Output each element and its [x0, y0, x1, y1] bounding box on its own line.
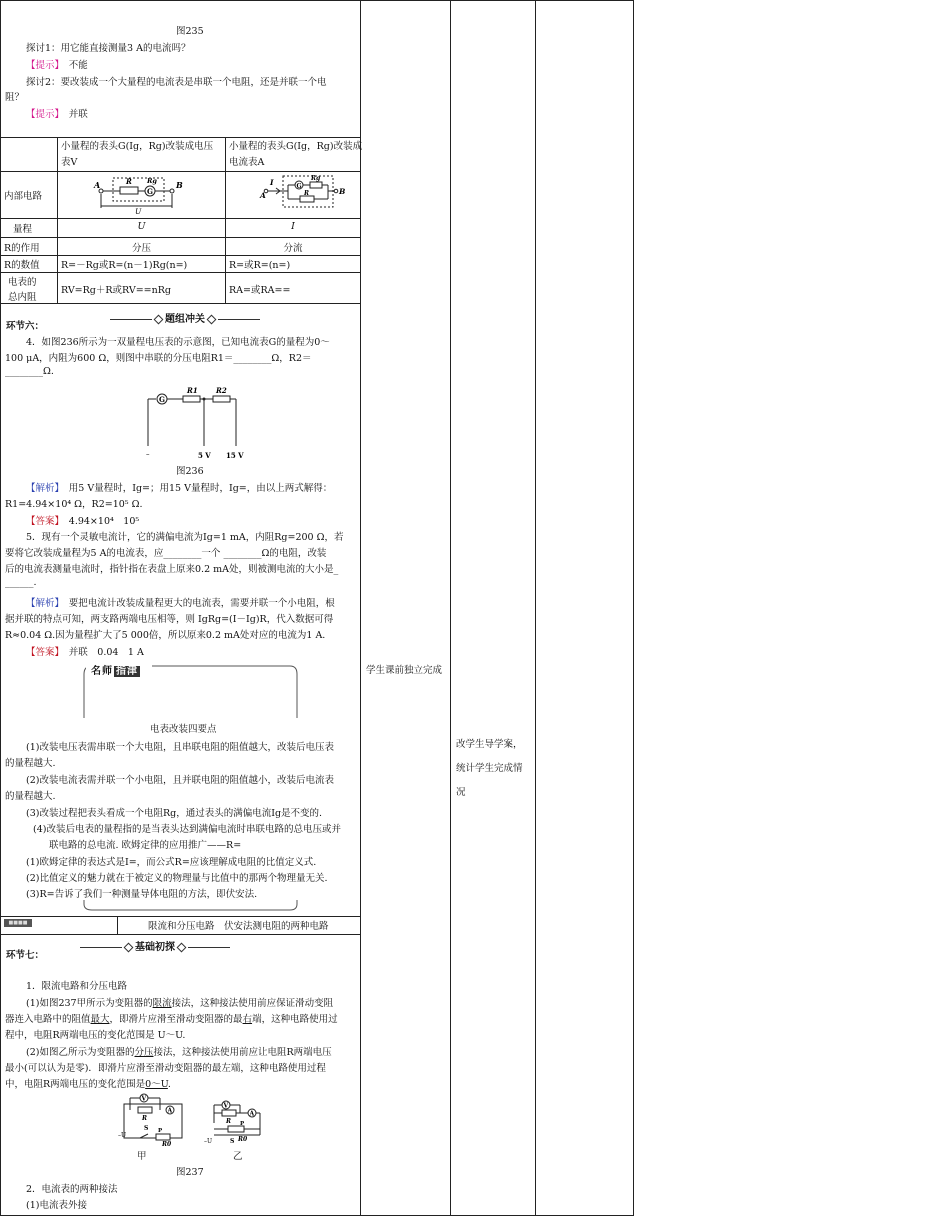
text: 接法，这种接法使用前应保证滑动变阻 — [171, 998, 334, 1009]
text: 端，这种电路使用过 — [252, 1014, 338, 1025]
section-title: 限流和分压电路 伏安法测电阻的两种电路 — [148, 921, 329, 932]
section-bar-basics — [80, 938, 230, 953]
row-label-role: R的作用 — [4, 243, 40, 254]
ohm-point-2: (2)比值定义的魅力就在于被定义的物理量与比值中的那两个物理量无关. — [26, 873, 328, 884]
column-divider — [450, 0, 451, 1216]
point-2-cont: 的量程越大. — [5, 791, 56, 802]
svg-text:–U: –U — [204, 1138, 213, 1145]
student-activity-note: 学生课前独立完成 — [366, 665, 443, 676]
ohm-point-3: (3)R=告诉了我们一种测量导体电阻的方法，即伏安法. — [26, 889, 258, 900]
teacher-activity-note-cont: 统计学生完成情 — [456, 763, 523, 774]
text: (1)如图237甲所示为变阻器的 — [26, 998, 153, 1009]
text: 接法，这种接法使用前应让电阻R两端电压 — [153, 1047, 332, 1058]
column-divider — [360, 0, 361, 1216]
analysis-5-cont: R≈0.04 Ω.因为量程扩大了5 000倍，所以原来0.2 mA处对应的电流为1 A. — [5, 630, 326, 641]
heading-2-1: (1)电流表外接 — [26, 1200, 87, 1211]
question-5-cont: ______. — [5, 577, 37, 588]
header-ammeter-cont: 电流表A — [229, 157, 265, 168]
answer-text: 4.94×10⁴ 10⁵ — [68, 516, 140, 527]
tip-label: 【提示】 — [26, 60, 60, 71]
svg-text:R2: R2 — [216, 386, 227, 395]
point-1: (1)改装电压表需串联一个大电阻，且串联电阻的阻值越大，改装后电压表 — [26, 742, 334, 753]
heading-1: 1．限流电路和分压电路 — [26, 981, 128, 992]
svg-text:R1: R1 — [187, 386, 198, 395]
teacher-badge — [91, 662, 140, 677]
underlined-text: 0～U — [145, 1079, 168, 1090]
analysis-label: 【解析】 — [26, 483, 60, 494]
label-5v: 5 V — [198, 451, 211, 460]
ohm-point-1: (1)欧姆定律的表达式是I=，而公式R=应该理解成电阻的比值定义式. — [26, 857, 317, 868]
analysis-4-cont: R1=4.94×10⁴ Ω，R2=10⁵ Ω. — [5, 499, 143, 510]
main-content — [0, 0, 363, 1216]
svg-text:G: G — [147, 187, 153, 196]
answer-text: 并联 — [68, 109, 88, 120]
text: (2)如图乙所示为变阻器的 — [26, 1047, 135, 1058]
label-15v: 15 V — [226, 451, 244, 460]
underlined-text: 限流 — [152, 998, 172, 1009]
para-2-cont: 最小(可以认为是零)．即滑片应滑至滑动变阻器的最左端，这种电路使用过程 — [5, 1063, 326, 1074]
svg-text:I: I — [270, 178, 274, 187]
value-voltmeter: R=－Rg或R=(n－1)Rg(n=) — [61, 260, 188, 271]
answer-4 — [26, 513, 139, 527]
row-label-total: 电表的 — [8, 277, 37, 288]
header-ammeter: 小量程的表头G(Ig，Rg)改装成 — [229, 141, 363, 152]
text: . — [167, 1079, 171, 1090]
analysis-label: 【解析】 — [26, 598, 60, 609]
caption-yi: 乙 — [233, 1151, 243, 1162]
svg-text:S: S — [230, 1138, 235, 1145]
svg-text:G: G — [159, 395, 165, 404]
row-label-value: R的数值 — [4, 260, 40, 271]
step-label: 环节六： — [6, 321, 45, 332]
svg-text:V: V — [141, 1095, 147, 1103]
question-4-cont: ________Ω. — [5, 366, 54, 377]
svg-text:G: G — [296, 183, 302, 190]
svg-text:R: R — [304, 190, 309, 197]
total-voltmeter: RV=Rg＋R或RV==nRg — [61, 285, 171, 296]
section-mark: ■■■■ — [4, 919, 32, 927]
answer-5 — [26, 644, 144, 658]
answer-label: 【答案】 — [26, 647, 60, 658]
text: 器连入电路中的阻值 — [5, 1014, 91, 1025]
ammeter-circuit-diagram — [258, 172, 348, 216]
current-limiting-circuit-diagram — [118, 1092, 186, 1146]
value-ammeter: R=或R=(n=) — [229, 260, 291, 271]
answer-2 — [26, 106, 88, 120]
text: ，即滑片应滑至滑动变阻器的最 — [109, 1014, 243, 1025]
row-label-total-cont: 总内阻 — [8, 292, 37, 303]
figure-caption: 图236 — [176, 466, 204, 477]
svg-text:V: V — [223, 1102, 229, 1110]
question-2: 探讨2：要改装成一个大量程的电流表是串联一个电阻，还是并联一个电 — [26, 77, 327, 88]
teacher-box-bottom — [80, 898, 300, 914]
svg-text:A: A — [94, 180, 101, 190]
svg-text:U: U — [135, 207, 142, 216]
para-1 — [26, 995, 333, 1009]
question-4: 4．如图236所示为一双量程电压表的示意图，已知电流表G的量程为0～ — [26, 337, 330, 348]
figure-caption: 图235 — [176, 26, 204, 37]
dual-range-voltmeter-diagram — [140, 382, 250, 462]
column-divider — [535, 0, 536, 1216]
analysis-text: 要把电流计改装成量程更大的电流表，需要并联一个小电阻，根 — [68, 598, 335, 609]
svg-text:–: – — [146, 450, 150, 458]
role-voltmeter: 分压 — [131, 243, 151, 254]
svg-text:A: A — [249, 1110, 255, 1118]
teacher-activity-note-cont: 况 — [456, 787, 466, 798]
analysis-text: 用5 V量程时，Ig=；用15 V量程时，Ig=，由以上两式解得： — [68, 483, 333, 494]
question-2-cont: 阻？ — [5, 92, 25, 103]
question-5: 5．现有一个灵敏电流计，它的满偏电流为Ig=1 mA，内阻Rg=200 Ω，若 — [26, 532, 344, 543]
svg-text:B: B — [339, 187, 346, 196]
section-bar-title: 基础初探 — [135, 942, 175, 953]
svg-text:R: R — [126, 177, 132, 186]
underlined-text: 右 — [242, 1014, 253, 1025]
header-voltmeter: 小量程的表头G(Ig，Rg)改装成电压 — [61, 141, 214, 152]
svg-text:B: B — [176, 180, 183, 190]
point-4-cont: 联电路的总电流. 欧姆定律的应用推广——R= — [49, 840, 242, 851]
para-1-cont — [5, 1011, 338, 1025]
heading-2: 2．电流表的两种接法 — [26, 1184, 118, 1195]
para-1-cont: 程中，电阻R两端电压的变化范围是 U～U. — [5, 1030, 186, 1041]
underlined-text: 分压 — [134, 1047, 154, 1058]
question-1: 探讨1：用它能直接测量3 A的电流吗？ — [26, 43, 191, 54]
svg-text:R0: R0 — [162, 1141, 172, 1146]
range-ammeter: I — [291, 221, 295, 232]
para-2-cont — [5, 1076, 171, 1090]
tip-label: 【提示】 — [26, 109, 60, 120]
point-4: (4)改装后电表的量程指的是当表头达到满偏电流时串联电路的总电压或并 — [33, 824, 341, 835]
badge-text: 名师 — [91, 666, 113, 677]
point-3: (3)改装过程把表头看成一个电阻Rg，通过表头的满偏电流Ig是不变的. — [26, 808, 323, 819]
svg-text:Rg: Rg — [311, 175, 321, 182]
text: 中，电阻R两端电压的变化范围是 — [5, 1079, 146, 1090]
header-voltmeter-cont: 表V — [61, 157, 78, 168]
question-5-cont: 后的电流表测量电流时，指针指在表盘上原来0.2 mA处，则被测电流的大小是_ — [5, 564, 339, 575]
voltage-divider-circuit-diagram — [200, 1099, 270, 1147]
analysis-5-cont: 据并联的特点可知，两支路两端电压相等，则 IgRg=(I－Ig)R，代入数据可得 — [5, 614, 334, 625]
svg-text:P: P — [158, 1128, 163, 1134]
underlined-text: 最大 — [90, 1014, 110, 1025]
point-2: (2)改装电流表需并联一个小电阻，且并联电阻的阻值越小，改装后电流表 — [26, 775, 334, 786]
svg-text:S: S — [144, 1125, 149, 1132]
badge-highlight: 指津 — [116, 666, 138, 677]
analysis-4 — [26, 480, 332, 494]
role-ammeter: 分流 — [283, 243, 303, 254]
row-label-range: 量程 — [13, 224, 33, 235]
svg-text:P: P — [240, 1121, 245, 1127]
analysis-5 — [26, 595, 335, 609]
question-5-cont: 要将它改装成量程为5 A的电流表，应________一个 ________Ω的电阻，改装 — [5, 548, 327, 559]
row-label-circuit: 内部电路 — [4, 191, 43, 202]
question-4-cont: 100 μA，内阻为600 Ω，则图中串联的分压电阻R1＝________Ω，R2＝ — [5, 353, 312, 364]
svg-text:R: R — [142, 1115, 147, 1122]
section-bar-title: 题组冲关 — [165, 314, 205, 325]
para-2 — [26, 1044, 332, 1058]
answer-text: 并联 0.04 1 A — [68, 647, 144, 658]
svg-text:A: A — [260, 191, 266, 200]
answer-1 — [26, 57, 88, 71]
answer-label: 【答案】 — [26, 516, 60, 527]
range-voltmeter: U — [137, 221, 146, 232]
svg-text:A: A — [167, 1107, 173, 1115]
answer-text: 不能 — [68, 60, 88, 71]
total-ammeter: RA=或RA== — [229, 285, 291, 296]
caption-jia: 甲 — [137, 1151, 147, 1162]
svg-text:Rg: Rg — [147, 177, 157, 185]
voltmeter-circuit-diagram — [90, 172, 200, 216]
section-bar-practice — [110, 310, 260, 325]
svg-text:–U: –U — [118, 1132, 127, 1139]
teacher-box-title: 电表改装四要点 — [150, 724, 217, 735]
step-label: 环节七： — [6, 950, 45, 961]
svg-text:R: R — [226, 1118, 231, 1125]
svg-text:R0: R0 — [238, 1136, 248, 1143]
point-1-cont: 的量程越大. — [5, 758, 56, 769]
figure-caption: 图237 — [176, 1167, 204, 1178]
teacher-activity-note: 改学生导学案， — [456, 739, 523, 750]
